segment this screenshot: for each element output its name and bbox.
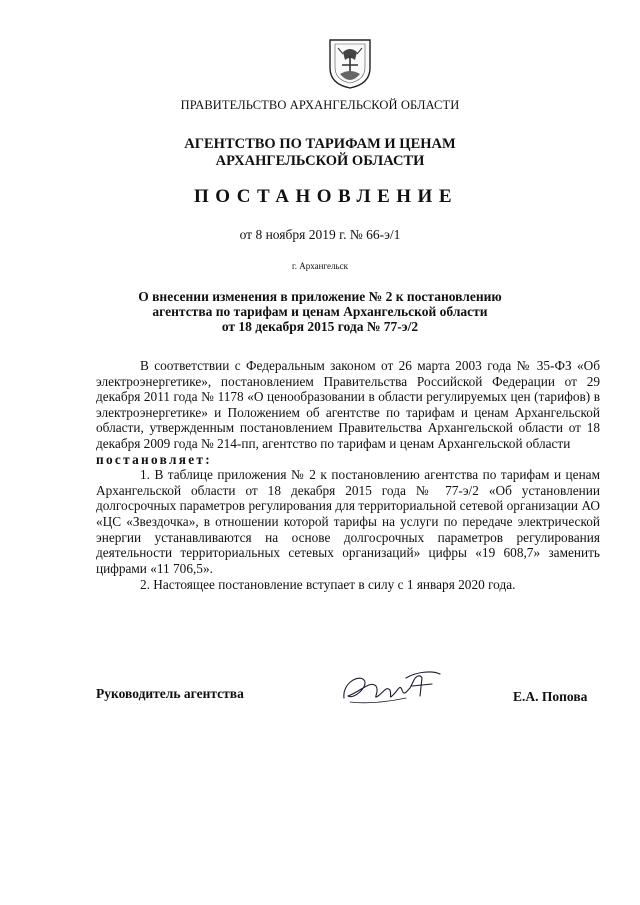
- signatory-role: Руководитель агентства: [96, 686, 244, 701]
- document-type: ПОСТАНОВЛЕНИЕ: [193, 186, 459, 207]
- resolves-keyword: постановляет:: [96, 451, 212, 467]
- document-body: [96, 358, 600, 593]
- document-city: г. Архангельск: [292, 261, 348, 271]
- document-subject: [0, 289, 640, 334]
- agency-title: [0, 136, 640, 170]
- agency-title-line1: АГЕНТСТВО ПО ТАРИФАМ И ЦЕНАМ: [184, 136, 456, 152]
- document-date-number: от 8 ноября 2019 г. № 66-э/1: [239, 227, 401, 242]
- handwritten-signature-icon: [336, 666, 442, 712]
- subject-line2: агентства по тарифам и ценам Архангельской области: [152, 304, 488, 319]
- subject-line1: О внесении изменения в приложение № 2 к постановлению: [138, 289, 502, 304]
- agency-title-line2: АРХАНГЕЛЬСКОЙ ОБЛАСТИ: [215, 153, 425, 169]
- preamble-paragraph: В соответствии с Федеральным законом от 26 марта 2003 года № 35-ФЗ «Об электроэнергетике», постановлением Правительства Российской Федерации от 29 декабря 2011 года № 1178 «О ценообразовании в области регулируемых цен (тарифов) в электроэнергетике» и Положением об агентстве по тарифам и ценам Архангельской области, утвержденным постановлением Правительства Архангельской области от 18 декабря 2009 года № 214-пп, агентство по тарифам и ценам Архангельской области: [96, 358, 600, 451]
- coat-of-arms-icon: [328, 38, 372, 90]
- government-title: ПРАВИТЕЛЬСТВО АРХАНГЕЛЬСКОЙ ОБЛАСТИ: [180, 98, 460, 112]
- signatory-name: Е.А. Попова: [513, 689, 588, 704]
- subject-line3: от 18 декабря 2015 года № 77-э/2: [221, 319, 419, 334]
- item-1-paragraph: 1. В таблице приложения № 2 к постановлению агентства по тарифам и ценам Архангельской области от 18 декабря 2015 года № 77-э/2 «Об установлении долгосрочных параметров регулирования для территориальной сетевой организации АО «ЦС «Звездочка», в отношении которой тарифы на услуги по передаче электрической энергии устанавливаются на основе долгосрочных параметров регулирования деятельности территориальных сетевых организаций» цифры «19 608,7» заменить цифрами «11 706,5».: [96, 467, 600, 576]
- item-2-paragraph: 2. Настоящее постановление вступает в силу с 1 января 2020 года.: [140, 577, 516, 593]
